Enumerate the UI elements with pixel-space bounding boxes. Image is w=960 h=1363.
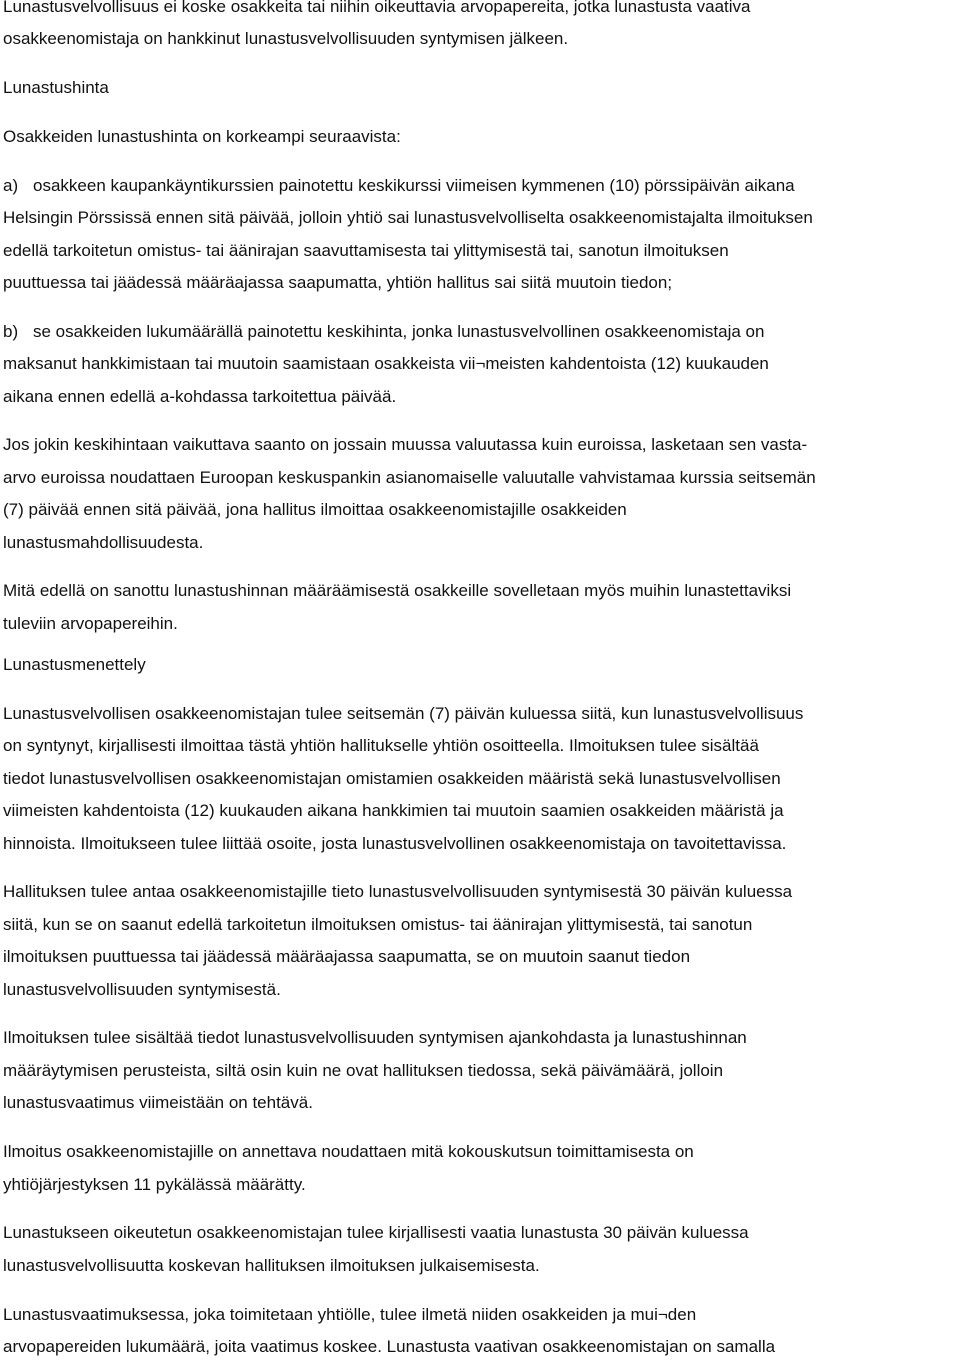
- text-line: arvopapereiden lukumäärä, joita vaatimus koskee. Lunastusta vaativan osakkeenomistajan on samalla: [3, 1336, 776, 1356]
- text-line: edellä tarkoitetun omistus- tai äänirajan saavuttamisesta tai ylittymisestä tai, sanotun ilmoituksen: [3, 240, 729, 260]
- text-line: (7) päivää ennen sitä päivää, jona hallitus ilmoittaa osakkeenomistajille osakkeiden: [3, 500, 627, 520]
- text-line: Lunastusvelvollisen osakkeenomistajan tulee seitsemän (7) päivän kuluessa siitä, kun lunastusvelvollisuus: [3, 704, 804, 724]
- text-line: lunastusvelvollisuuden syntymisestä.: [3, 979, 281, 999]
- text-line: yhtiöjärjestyksen 11 pykälässä määrätty.: [3, 1174, 306, 1194]
- text-line: puuttuessa tai jäädessä määräajassa saapumatta, yhtiön hallitus sai siitä muutoin tiedon;: [3, 273, 673, 293]
- heading-lunastusmenettely: [3, 649, 953, 681]
- paragraph-last: [3, 1299, 953, 1363]
- list-item-a: [3, 170, 953, 300]
- text-line: [3, 170, 953, 202]
- text-line: lunastusmahdollisuudesta.: [3, 532, 204, 552]
- section-heading: Lunastusmenettely: [3, 655, 146, 675]
- paragraph-intro: [3, 0, 953, 56]
- text-line: lunastusvelvollisuutta koskevan hallituksen ilmoituksen julkaisemisesta.: [3, 1255, 540, 1275]
- text-line: arvo euroissa noudattaen Euroopan keskuspankin asianomaiselle valuutalle vahvistamaa kurssia seitsemän: [3, 467, 816, 487]
- item-label: a): [3, 175, 19, 195]
- text-line: Mitä edellä on sanottu lunastushinnan määräämisestä osakkeille sovelletaan myös muihin lunastettaviksi: [3, 581, 792, 601]
- paragraph-currency: [3, 429, 953, 559]
- text-line: aikana ennen edellä a-kohdassa tarkoitettua päivää.: [3, 386, 397, 406]
- text-line: viimeisten kahdentoista (12) kuukauden aikana hankkimien tai muutoin saamien osakkeiden määristä ja: [3, 801, 784, 821]
- paragraph-board: [3, 876, 953, 1006]
- text-line: Jos jokin keskihintaan vaikuttava saanto on jossain muussa valuutassa kuin euroissa, lasketaan sen vasta-: [3, 435, 808, 455]
- text-line: tiedot lunastusvelvollisen osakkeenomistajan omistamien osakkeiden määristä sekä lunastusvelvollisen: [3, 768, 781, 788]
- heading-lunastushinta: [3, 72, 953, 104]
- paragraph-delivery: [3, 1136, 953, 1201]
- text-line: on syntynyt, kirjallisesti ilmoittaa tästä yhtiön hallitukselle yhtiön osoitteella. Ilmoituksen tulee sisältää: [3, 736, 759, 756]
- paragraph-notice: [3, 698, 953, 860]
- text-line: siitä, kun se on saanut edellä tarkoitetun ilmoituksen omistus- tai äänirajan ylittymisestä, tai sanotun: [3, 914, 753, 934]
- list-item-b: [3, 316, 953, 413]
- text-line: osakkeenomistaja on hankkinut lunastusvelvollisuuden syntymisen jälkeen.: [3, 29, 569, 49]
- text-line: hinnoista. Ilmoitukseen tulee liittää osoite, josta lunastusvelvollinen osakkeenomistaja on tavoitettavissa.: [3, 833, 787, 853]
- text-line: Lunastusvelvollisuus ei koske osakkeita tai niihin oikeuttavia arvopapereita, jotka lunastusta vaativa: [3, 0, 751, 16]
- paragraph-price-intro: [3, 121, 953, 153]
- text-line: Helsingin Pörssissä ennen sitä päivää, jolloin yhtiö sai lunastusvelvolliselta osakkeenomistajalta ilmoituksen: [3, 208, 813, 228]
- text-line: ilmoituksen puuttuessa tai jäädessä määräajassa saapumatta, se on muutoin saanut tiedon: [3, 947, 691, 967]
- text-line: Ilmoitus osakkeenomistajille on annettava noudattaen mitä kokouskutsun toimittamisesta on: [3, 1142, 694, 1162]
- item-text: osakkeen kaupankäyntikurssien painotettu keskikurssi viimeisen kymmenen (10) pörssipäivän aikana: [33, 175, 795, 195]
- item-label: b): [3, 321, 19, 341]
- item-text: se osakkeiden lukumäärällä painotettu keskihinta, jonka lunastusvelvollinen osakkeenomistaja on: [33, 321, 765, 341]
- text-line: Lunastusvaatimuksessa, joka toimitetaan yhtiölle, tulee ilmetä niiden osakkeiden ja mui¬den: [3, 1304, 697, 1324]
- text-line: lunastusvaatimus viimeistään on tehtävä.: [3, 1093, 313, 1113]
- text-line: määräytymisen perusteista, siltä osin kuin ne ovat hallituksen tiedossa, sekä päivämäärä, jolloin: [3, 1060, 724, 1080]
- text-line: tuleviin arvopapereihin.: [3, 613, 178, 633]
- text-line: Ilmoituksen tulee sisältää tiedot lunastusvelvollisuuden syntymisen ajankohdasta ja lunastushinnan: [3, 1028, 747, 1048]
- paragraph-demand: [3, 1217, 953, 1282]
- text-line: maksanut hankkimistaan tai muutoin saamistaan osakkeista vii¬meisten kahdentoista (12) kuukauden: [3, 354, 769, 374]
- paragraph-contents: [3, 1022, 953, 1119]
- document-page: [3, 0, 953, 1363]
- text-line: Osakkeiden lunastushinta on korkeampi seuraavista:: [3, 127, 401, 146]
- text-line: Hallituksen tulee antaa osakkeenomistajille tieto lunastusvelvollisuuden syntymisestä 30 päivän kuluessa: [3, 882, 793, 902]
- section-heading: Lunastushinta: [3, 78, 109, 98]
- text-line: [3, 316, 953, 348]
- paragraph-other-securities: [3, 575, 953, 640]
- text-line: Lunastukseen oikeutetun osakkeenomistajan tulee kirjallisesti vaatia lunastusta 30 päivän kuluessa: [3, 1223, 749, 1243]
